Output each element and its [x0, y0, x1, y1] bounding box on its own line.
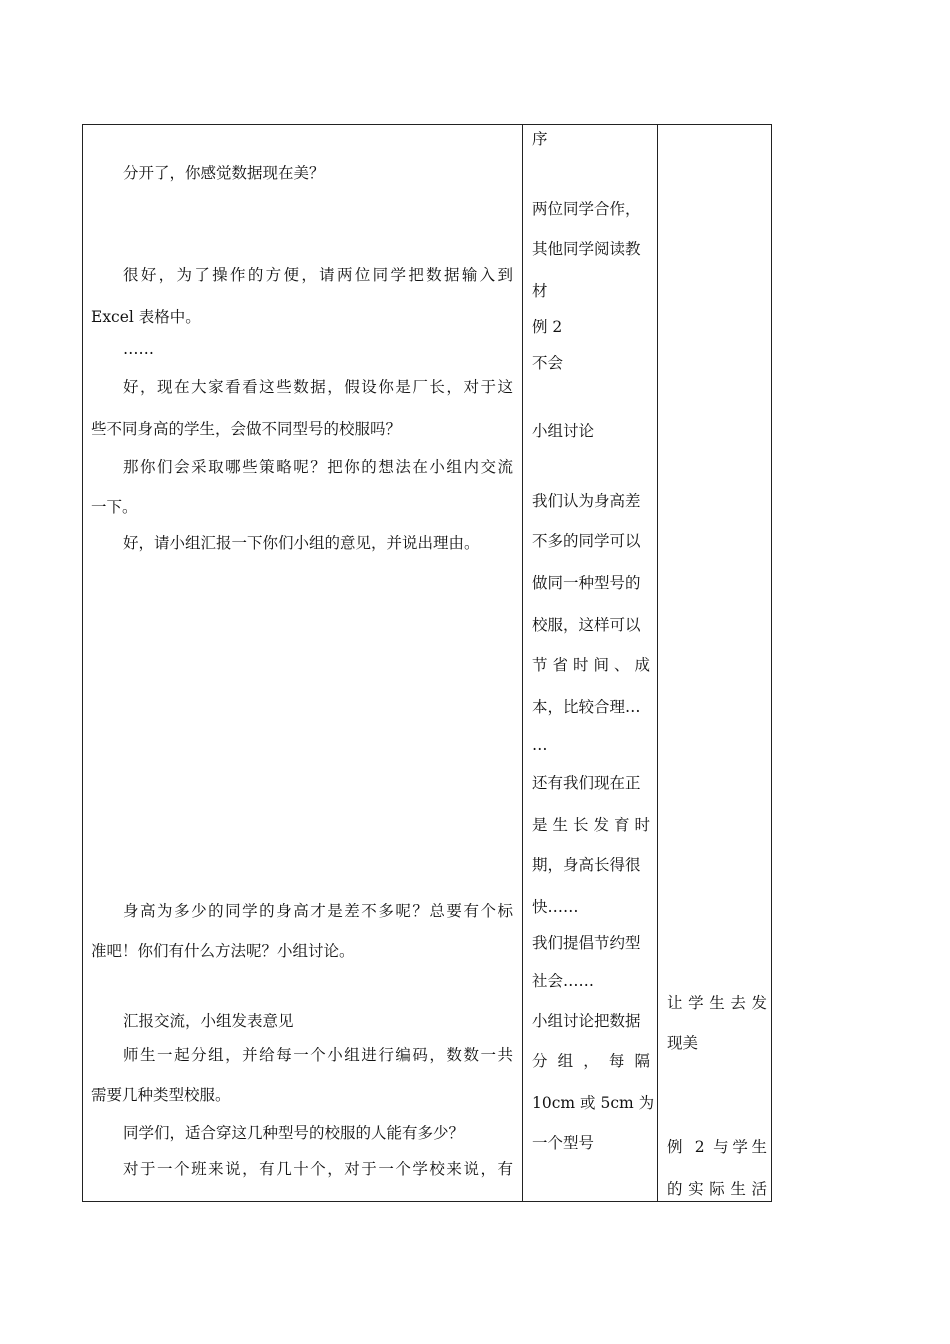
text-line: 些不同身高的学生，会做不同型号的校服吗？ — [91, 420, 402, 438]
text-line: 例 2 — [532, 318, 563, 336]
text-line: 分组，每隔 — [532, 1052, 650, 1070]
student-activity-column — [522, 125, 658, 1201]
teacher-activity-column — [83, 125, 522, 1201]
text-line: 其他同学阅读教 — [532, 240, 641, 258]
text-line: 小组讨论把数据 — [532, 1012, 641, 1030]
text-line: 节省时间、成 — [532, 656, 650, 674]
text-line: 汇报交流，小组发表意见 — [123, 1012, 294, 1030]
text-line: 社会…… — [532, 972, 595, 990]
design-intent-column — [657, 125, 772, 1201]
text-line: 对于一个班来说，有几十个，对于一个学校来说，有 — [123, 1160, 513, 1178]
text-line: Excel 表格中。 — [91, 308, 201, 326]
text-line: 分开了，你感觉数据现在美？ — [123, 164, 325, 182]
text-line: …… — [123, 340, 154, 358]
text-line: 一下。 — [91, 498, 138, 516]
text-line: 师生一起分组，并给每一个小组进行编码，数数一共 — [123, 1046, 513, 1064]
text-line: 还有我们现在正 — [532, 774, 641, 792]
text-line: 很好，为了操作的方便，请两位同学把数据输入到 — [123, 266, 513, 284]
text-line: 不会 — [532, 354, 564, 372]
text-line: 序 — [532, 130, 548, 148]
text-line: 需要几种类型校服。 — [91, 1086, 231, 1104]
text-line: 不多的同学可以 — [532, 532, 641, 550]
text-line: 期，身高长得很 — [532, 856, 641, 874]
text-line: 身高为多少的同学的身高才是差不多呢？总要有个标 — [123, 902, 513, 920]
text-line: … — [532, 736, 548, 754]
text-line: 两位同学合作， — [532, 200, 641, 218]
text-line: 我们提倡节约型 — [532, 934, 641, 952]
text-line: 让学生去发 — [667, 994, 767, 1012]
text-line: 本，比较合理… — [532, 698, 641, 716]
text-line: 我们认为身高差 — [532, 492, 641, 510]
text-line: 现美 — [667, 1034, 699, 1052]
text-line: 校服，这样可以 — [532, 616, 641, 634]
text-line: 准吧！你们有什么方法呢？小组讨论。 — [91, 942, 355, 960]
text-line: 同学们，适合穿这几种型号的校服的人能有多少？ — [123, 1124, 465, 1142]
text-line: 快…… — [532, 898, 579, 916]
text-line: 那你们会采取哪些策略呢？把你的想法在小组内交流 — [123, 458, 513, 476]
text-line: 材 — [532, 282, 548, 300]
text-line: 的实际生活 — [667, 1180, 767, 1198]
text-line: 是生长发育时 — [532, 816, 650, 834]
text-line: 做同一种型号的 — [532, 574, 641, 592]
text-line: 例 2 与学生 — [667, 1138, 767, 1156]
text-line: 好，请小组汇报一下你们小组的意见，并说出理由。 — [123, 534, 480, 552]
text-line: 一个型号 — [532, 1134, 595, 1152]
text-line: 小组讨论 — [532, 422, 595, 440]
lesson-table — [82, 124, 772, 1202]
text-line: 好，现在大家看看这些数据，假设你是厂长，对于这 — [123, 378, 513, 396]
text-line: 10cm 或 5cm 为 — [532, 1094, 655, 1112]
